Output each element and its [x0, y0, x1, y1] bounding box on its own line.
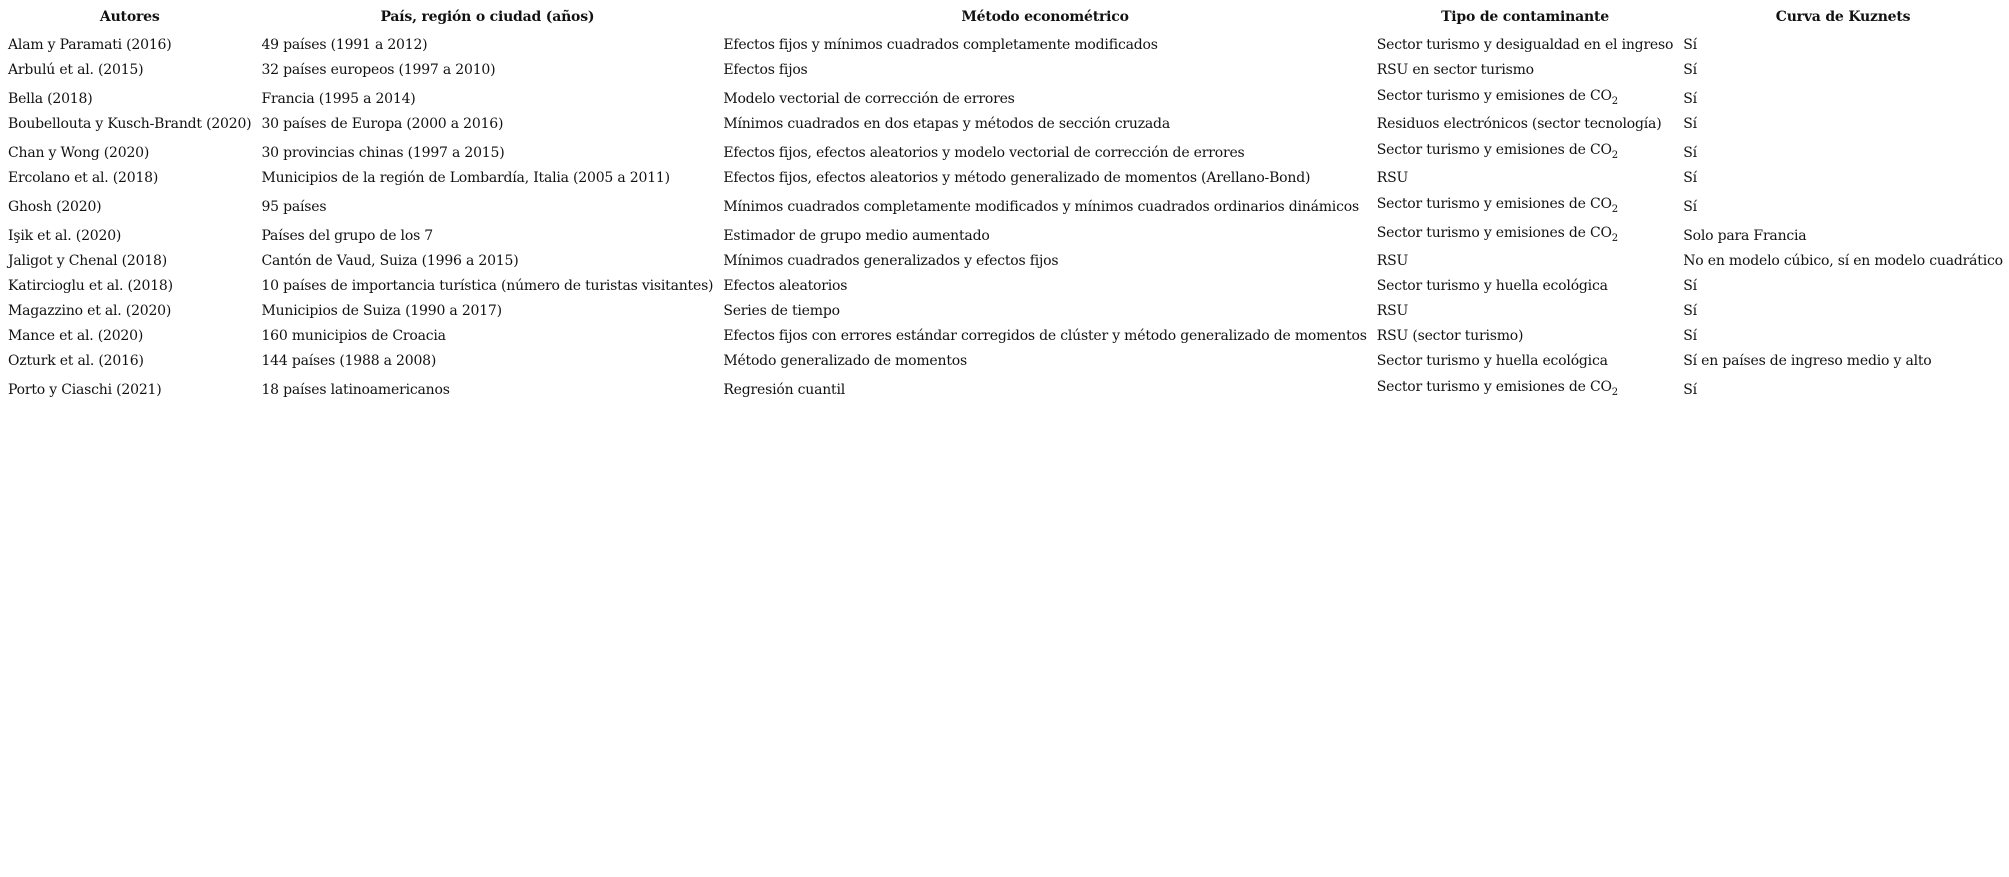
region-cell-text: Países del grupo de los 7 — [261, 228, 434, 244]
method-cell-text: Regresión cuantil — [723, 382, 846, 398]
table-row — [4, 297, 2009, 322]
method-cell — [719, 56, 1372, 81]
kuznets-cell-text: Sí — [1683, 278, 1697, 294]
region-cell-text: 10 países de importancia turística (número de turistas visitantes) — [261, 278, 714, 294]
authors-cell — [4, 110, 257, 135]
table-row — [4, 164, 2009, 189]
kuznets-cell-text: Sí — [1683, 382, 1697, 398]
co2-subscript: 2 — [1611, 204, 1618, 215]
header-autores: Autores — [99, 9, 160, 25]
authors-cell — [4, 218, 257, 247]
region-cell-text: 18 países latinoamericanos — [261, 382, 450, 398]
pollutant-cell-text: Sector turismo y emisiones de CO — [1376, 379, 1612, 396]
method-cell — [719, 31, 1372, 56]
pollutant-cell — [1373, 372, 1679, 401]
authors-cell — [4, 322, 257, 347]
pollutant-cell — [1373, 81, 1679, 110]
authors-cell-text: Boubellouta y Kusch-Brandt (2020) — [8, 116, 252, 132]
kuznets-cell — [1679, 218, 2009, 247]
kuznets-cell — [1679, 164, 2009, 189]
table-row — [4, 218, 2009, 247]
pollutant-cell-text: Sector turismo y emisiones de CO — [1376, 196, 1612, 213]
table-row — [4, 322, 2009, 347]
kuznets-cell-text: Sí — [1683, 303, 1697, 319]
kuznets-cell-text: Sí — [1683, 145, 1697, 161]
pollutant-cell-text: Residuos electrónicos (sector tecnología) — [1376, 116, 1662, 132]
kuznets-cell-text: Solo para Francia — [1683, 228, 1807, 244]
kuznets-cell — [1679, 347, 2009, 372]
region-cell-text: 95 países — [261, 199, 327, 215]
table-row — [4, 31, 2009, 56]
authors-cell-text: Ozturk et al. (2016) — [8, 353, 144, 369]
kuznets-studies-table — [4, 6, 2009, 401]
co2-subscript: 2 — [1611, 387, 1618, 398]
kuznets-cell-text: Sí — [1683, 62, 1697, 78]
pollutant-cell-text: RSU — [1376, 253, 1409, 269]
region-cell — [257, 218, 719, 247]
method-cell — [719, 218, 1372, 247]
pollutant-cell — [1373, 31, 1679, 56]
authors-cell-text: Alam y Paramati (2016) — [8, 37, 172, 53]
header-curva-kuznets: Curva de Kuznets — [1775, 9, 1911, 25]
pollutant-cell — [1373, 218, 1679, 247]
header-tipo-contaminante: Tipo de contaminante — [1441, 9, 1609, 25]
method-cell — [719, 135, 1372, 164]
method-cell — [719, 81, 1372, 110]
region-cell-text: 32 países europeos (1997 a 2010) — [261, 62, 496, 78]
method-cell-text: Modelo vectorial de corrección de errores — [723, 91, 1015, 107]
co2-subscript: 2 — [1611, 96, 1618, 107]
authors-cell — [4, 135, 257, 164]
table-body — [4, 31, 2009, 401]
kuznets-cell — [1679, 56, 2009, 81]
pollutant-cell-text: RSU — [1376, 170, 1409, 186]
method-cell — [719, 189, 1372, 218]
pollutant-cell — [1373, 272, 1679, 297]
kuznets-cell-text: Sí — [1683, 328, 1697, 344]
kuznets-cell-text: Sí — [1683, 170, 1697, 186]
method-cell-text: Mínimos cuadrados completamente modificados y mínimos cuadrados ordinarios dinámicos — [723, 199, 1359, 215]
region-cell — [257, 322, 719, 347]
pollutant-cell-text: RSU — [1376, 303, 1409, 319]
authors-cell — [4, 372, 257, 401]
region-cell — [257, 56, 719, 81]
pollutant-cell-text: Sector turismo y emisiones de CO — [1376, 88, 1612, 105]
co2-subscript: 2 — [1611, 233, 1618, 244]
region-cell — [257, 31, 719, 56]
kuznets-cell-text: Sí — [1683, 199, 1697, 215]
authors-cell — [4, 347, 257, 372]
table-row — [4, 272, 2009, 297]
pollutant-cell — [1373, 56, 1679, 81]
table-row — [4, 110, 2009, 135]
method-cell — [719, 322, 1372, 347]
authors-cell-text: Porto y Ciaschi (2021) — [8, 382, 162, 398]
region-cell — [257, 135, 719, 164]
kuznets-cell — [1679, 189, 2009, 218]
authors-cell-text: Ercolano et al. (2018) — [8, 170, 159, 186]
pollutant-cell-text: Sector turismo y desigualdad en el ingreso — [1376, 37, 1674, 53]
region-cell-text: 30 provincias chinas (1997 a 2015) — [261, 145, 505, 161]
kuznets-cell — [1679, 81, 2009, 110]
kuznets-cell-text: Sí — [1683, 116, 1697, 132]
table-row — [4, 189, 2009, 218]
authors-cell-text: Jaligot y Chenal (2018) — [8, 253, 167, 269]
authors-cell-text: Işik et al. (2020) — [8, 228, 122, 244]
method-cell — [719, 297, 1372, 322]
authors-cell-text: Ghosh (2020) — [8, 199, 102, 215]
method-cell — [719, 347, 1372, 372]
pollutant-cell-text: Sector turismo y emisiones de CO — [1376, 142, 1612, 159]
region-cell — [257, 347, 719, 372]
authors-cell-text: Magazzino et al. (2020) — [8, 303, 172, 319]
table-header — [4, 6, 2009, 31]
authors-cell-text: Bella (2018) — [8, 91, 93, 107]
table-row — [4, 347, 2009, 372]
method-cell-text: Método generalizado de momentos — [723, 353, 967, 369]
authors-cell-text: Mance et al. (2020) — [8, 328, 144, 344]
method-cell-text: Efectos fijos, efectos aleatorios y modelo vectorial de corrección de errores — [723, 145, 1245, 161]
kuznets-cell — [1679, 110, 2009, 135]
kuznets-cell — [1679, 247, 2009, 272]
pollutant-cell — [1373, 110, 1679, 135]
authors-cell — [4, 272, 257, 297]
pollutant-cell-text: Sector turismo y huella ecológica — [1376, 278, 1608, 294]
pollutant-cell — [1373, 189, 1679, 218]
pollutant-cell-text: Sector turismo y huella ecológica — [1376, 353, 1608, 369]
kuznets-cell — [1679, 322, 2009, 347]
pollutant-cell-text: RSU en sector turismo — [1376, 62, 1534, 78]
header-row — [4, 6, 2009, 31]
method-cell-text: Efectos fijos con errores estándar corregidos de clúster y método generalizado de momentos — [723, 328, 1367, 344]
header-pais-region-ciudad: País, región o ciudad (años) — [380, 9, 595, 25]
method-cell-text: Efectos fijos — [723, 62, 808, 78]
method-cell-text: Efectos aleatorios — [723, 278, 848, 294]
kuznets-cell — [1679, 297, 2009, 322]
kuznets-cell — [1679, 31, 2009, 56]
kuznets-cell — [1679, 135, 2009, 164]
kuznets-cell-text: Sí — [1683, 91, 1697, 107]
authors-cell — [4, 297, 257, 322]
region-cell — [257, 272, 719, 297]
authors-cell-text: Chan y Wong (2020) — [8, 145, 150, 161]
pollutant-cell — [1373, 297, 1679, 322]
method-cell — [719, 372, 1372, 401]
method-cell — [719, 164, 1372, 189]
pollutant-cell — [1373, 347, 1679, 372]
method-cell-text: Mínimos cuadrados generalizados y efectos fijos — [723, 253, 1059, 269]
region-cell — [257, 297, 719, 322]
table-row — [4, 247, 2009, 272]
region-cell — [257, 164, 719, 189]
authors-cell — [4, 189, 257, 218]
method-cell-text: Estimador de grupo medio aumentado — [723, 228, 990, 244]
authors-cell — [4, 56, 257, 81]
method-cell-text: Efectos fijos, efectos aleatorios y método generalizado de momentos (Arellano-Bond) — [723, 170, 1311, 186]
table-container — [4, 6, 2009, 401]
region-cell-text: 49 países (1991 a 2012) — [261, 37, 428, 53]
authors-cell — [4, 164, 257, 189]
authors-cell-text: Arbulú et al. (2015) — [8, 62, 144, 78]
co2-subscript: 2 — [1611, 150, 1618, 161]
kuznets-cell — [1679, 272, 2009, 297]
header-metodo-econometrico: Método econométrico — [961, 9, 1129, 25]
authors-cell — [4, 81, 257, 110]
table-row — [4, 135, 2009, 164]
method-cell — [719, 272, 1372, 297]
authors-cell — [4, 31, 257, 56]
pollutant-cell-text: RSU (sector turismo) — [1376, 328, 1524, 344]
region-cell — [257, 372, 719, 401]
authors-cell — [4, 247, 257, 272]
authors-cell-text: Katircioglu et al. (2018) — [8, 278, 173, 294]
pollutant-cell — [1373, 322, 1679, 347]
table-row — [4, 81, 2009, 110]
region-cell — [257, 247, 719, 272]
method-cell — [719, 247, 1372, 272]
method-cell-text: Efectos fijos y mínimos cuadrados completamente modificados — [723, 37, 1158, 53]
region-cell-text: Municipios de Suiza (1990 a 2017) — [261, 303, 502, 319]
kuznets-cell — [1679, 372, 2009, 401]
region-cell-text: Municipios de la región de Lombardía, Italia (2005 a 2011) — [261, 170, 670, 186]
region-cell-text: 160 municipios de Croacia — [261, 328, 446, 344]
pollutant-cell — [1373, 135, 1679, 164]
kuznets-cell-text: Sí en países de ingreso medio y alto — [1683, 353, 1932, 369]
method-cell — [719, 110, 1372, 135]
table-row — [4, 372, 2009, 401]
region-cell-text: Francia (1995 a 2014) — [261, 91, 416, 107]
region-cell — [257, 189, 719, 218]
region-cell-text: 30 países de Europa (2000 a 2016) — [261, 116, 504, 132]
region-cell-text: 144 países (1988 a 2008) — [261, 353, 437, 369]
region-cell — [257, 110, 719, 135]
kuznets-cell-text: Sí — [1683, 37, 1697, 53]
kuznets-cell-text: No en modelo cúbico, sí en modelo cuadrático — [1683, 253, 2003, 269]
region-cell — [257, 81, 719, 110]
region-cell-text: Cantón de Vaud, Suiza (1996 a 2015) — [261, 253, 519, 269]
method-cell-text: Series de tiempo — [723, 303, 840, 319]
pollutant-cell — [1373, 164, 1679, 189]
pollutant-cell-text: Sector turismo y emisiones de CO — [1376, 225, 1612, 242]
table-row — [4, 56, 2009, 81]
pollutant-cell — [1373, 247, 1679, 272]
method-cell-text: Mínimos cuadrados en dos etapas y métodos de sección cruzada — [723, 116, 1170, 132]
